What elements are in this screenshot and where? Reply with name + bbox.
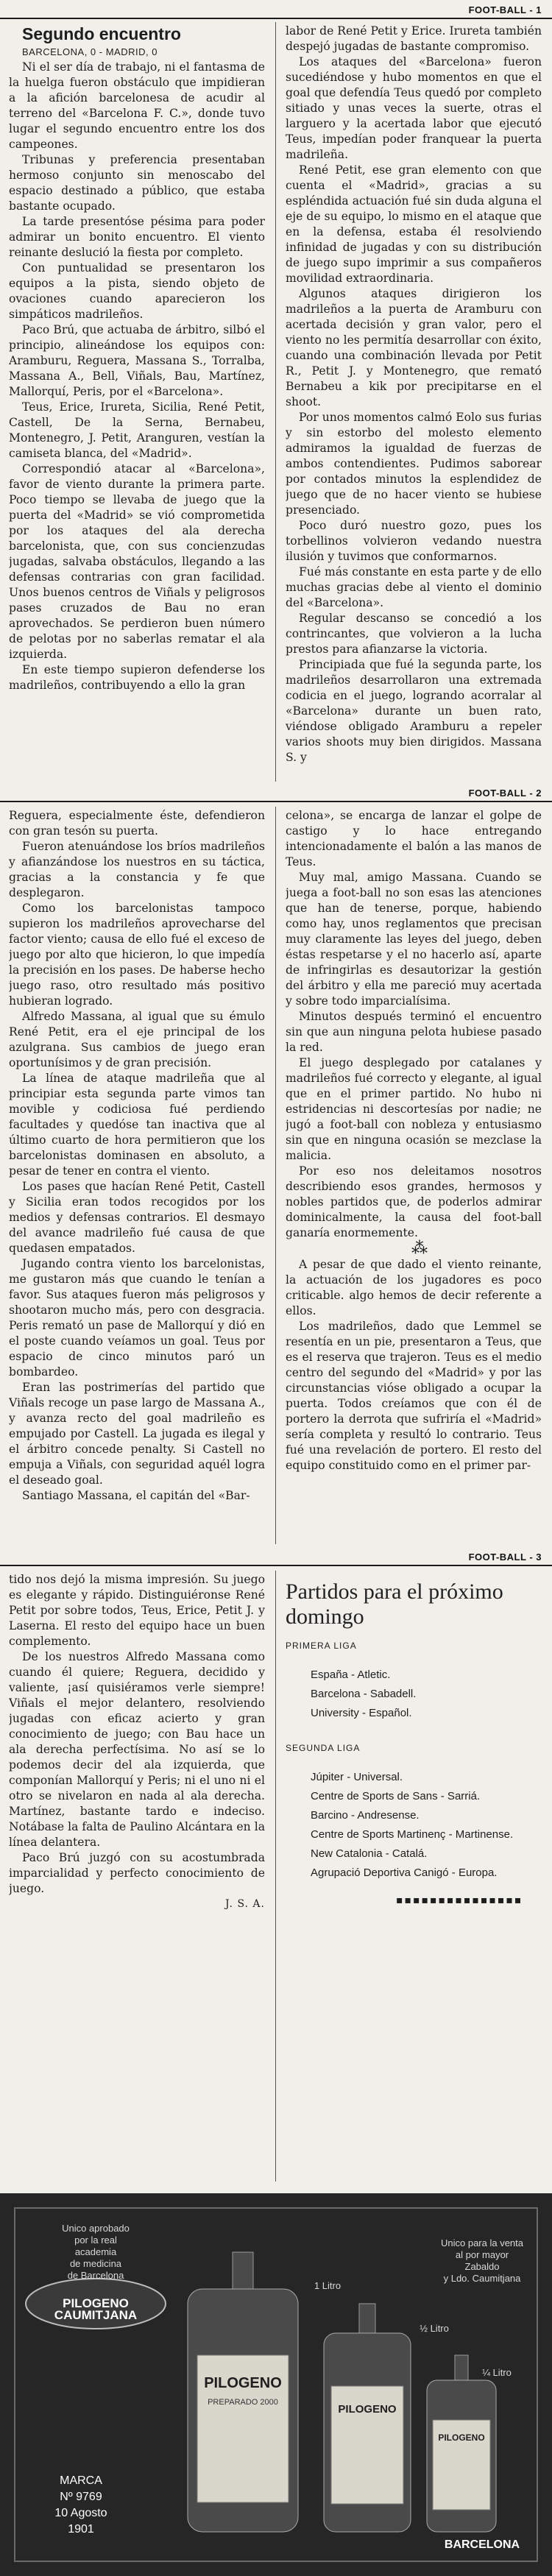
- paragraph: Por unos momentos calmó Eolo sus furias y sin estorbo del molesto elemento admiramos la igualdad de fuerzas de ambos contendientes. Pudimos saborear por contados minutos la esplendidez de juego que de no hacer viento se hubiese presenciado.: [286, 411, 542, 517]
- match-item: Júpiter - Universal.: [311, 1771, 403, 1783]
- size-label-small: ¼ Litro: [482, 2367, 512, 2378]
- paragraph: De los nuestros Alfredo Massana como cuando él quiere; Reguera, decidido y valiente, ¡así quisiéramos verle siempre! Viñals el mejor delantero, resolviendo jugadas con eficaz acierto y gran conocimiento de juego; con Bau hace un ala derecha perfectísima. No así se lo podemos decir del ala izquierda, que componían Mallorquí y Peris; ni el uno ni el otro se nivelaron en nada al ala derecha. Martínez, bastante tardo e indeciso. Notábase la falta de Paulino Alcántara en la línea delantera.: [9, 1650, 265, 1849]
- paragraph: La línea de ataque madrileña que al principiar esta segunda parte vimos tan movible y codiciosa fué perdiendo facultades y quedóse tan inactiva que al último cuarto de hora permitieron que los barcelonistas dominasen en absoluto, a pesar de tener en contra el viento.: [9, 1072, 265, 1178]
- paragraph: Fueron atenuándose los bríos madrileños y afianzándose los nuestros en su táctica, gracias a la constancia y fe que desplegaron.: [9, 840, 265, 899]
- match-item: Centre de Sports de Sans - Sarriá.: [311, 1790, 481, 1802]
- author-signature: J. S. A.: [225, 1898, 265, 1910]
- page-2-top-rule: [0, 801, 552, 802]
- schedule-box: [286, 1572, 542, 2183]
- match-item: España - Atletic.: [311, 1669, 391, 1681]
- paragraph: Correspondió atacar al «Barcelona», favor de viento durante la primera parte. Poco tiempo se llevaba de juego que la puerta del «Madrid» se vió comprometida por los ataques del ala derecha barcelonista, que, con sus concienzudas jugadas, salvaba obstáculos, llegando a las defensas contrarias con gran facilidad. Unos buenos centros de Viñals y peligrosos pases cruzados de Bau no eran aprovechados. Se perdieron buen número de pelotas por no saberlas rematar el ala izquierda.: [9, 462, 265, 661]
- medium-bottle-brand: PILOGENO: [338, 2403, 397, 2416]
- score-line: BARCELONA, 0 - MADRID, 0: [22, 46, 158, 57]
- pilogeno-advertisement: [0, 2193, 552, 2576]
- bottle-small-icon: [427, 2355, 496, 2532]
- ad-city: BARCELONA: [444, 2538, 520, 2551]
- paragraph: Los madrileños, dado que Lemmel se resentía en un pie, presentaron a Teus, que es el reserva que trajeron. Teus es el medio centro del segundo del «Madrid» y por las circunstancias vióse obligado a ocupar la puerta. Todos creíamos que con él de portero la derrota que sufriría el «Madrid» sería completa y resultó lo contrario. Teus fué una revelación de portero. El resto del equipo constituido como en el primer par-: [286, 1320, 542, 1472]
- paragraph: René Petit, ese gran elemento con que cuenta el «Madrid», gracias a su espléndida actuación fué sin duda alguna el eje de su equipo, lo mismo en el ataque que en la defensa, estaba él resolviendo infinidad de jugadas y con su distribución de juego supo imprimir a sus compañeros movilidad extraordinaria.: [286, 163, 542, 285]
- column-divider: [275, 807, 276, 1544]
- ad-brand-emblem-text: PILOGENO CAUMITJANA: [54, 2296, 138, 2322]
- paragraph: Paco Brú juzgó con su acostumbrada imparcialidad y perfecto conocimiento de juego.: [9, 1851, 265, 1895]
- page-1-top-rule: [0, 18, 552, 19]
- paragraph: Por eso nos deleitamos nosotros describiendo esos grandes, hermosos y nobles partidos que, de poderlos admirar dominicalmente, la causa del foot-ball ganaría enormemente.: [286, 1164, 542, 1239]
- paragraph: Algunos ataques dirigieron los madrileños a la puerta de Aramburu con acertada decisión y gran valor, pero el viento no les permitía desarrollar con éxito, cuando una combinación llevada por Petit R., Petit J. y Montenegro, que remató Bernabeu a kik por precipitarse en el shoot.: [286, 287, 542, 408]
- paragraph: La tarde presentóse pésima para poder admirar un bonito encuentro. El viento reinante deslució la fiesta por completo.: [9, 215, 265, 259]
- paragraph: Principiada que fué la segunda parte, los madrileños desarrollaron una extremada codicia en el juego, logrando acorralar al «Barcelona» durante un buen rato, viéndose obligado Aramburu a repeler varios shoots muy bien dirigidos. Massana S. y: [286, 658, 542, 764]
- match-item: University - Español.: [311, 1707, 412, 1719]
- paragraph: Como los barcelonistas tampoco supieron los madrileños aprovecharse del factor viento; causa de ello fué el exceso de juego por alto que hicieron, lo que impedía la precisión en los pases. De haberse hecho juego raso, otro resultado más positivo hubieran logrado.: [9, 902, 265, 1008]
- page-1-left-column: [9, 24, 265, 782]
- paragraph: Eran las postrimerías del partido que Viñals recoge un pase largo de Massana A., y avanza recto del goal madrileño es empujado por Castell. La jugada es ilegal y el árbitro concede penalty. Si Castell no empuja a Viñals, con seguridad aquél logra el deseado goal.: [9, 1381, 265, 1487]
- page-2-left-column: [9, 808, 265, 1544]
- end-mark: ▪▪▪▪▪▪▪▪▪▪▪▪▪▪▪: [396, 1894, 523, 1906]
- paragraph: labor de René Petit y Erice. Irureta también despejó jugadas de bastante compromiso.: [286, 24, 542, 53]
- paragraph: Fué más constante en esta parte y de ello muchas gracias debe al viento el dominio del «Barcelona».: [286, 565, 542, 609]
- paragraph: Minutos después terminó el encuentro sin que aun ninguna pelota hubiese pasado la red.: [286, 1010, 542, 1054]
- paragraph: Los ataques del «Barcelona» fueron sucediéndose y hubo momentos en que el goal que defendía Teus quedó por completo sitiado y unas veces la suerte, otras el larguero y la acertada labor que ejecutó Teus, impedían poder franquear la puerta madrileña.: [286, 55, 542, 161]
- paragraph: Tribunas y preferencia presentaban hermoso conjunto sin menoscabo del espacio destinado a público, que estaba bastante ocupado.: [9, 153, 265, 213]
- size-label-medium: ½ Litro: [420, 2323, 449, 2334]
- small-bottle-brand: PILOGENO: [438, 2432, 485, 2443]
- page-3-left-column: [9, 1572, 265, 2183]
- paragraph: En este tiempo supieron defenderse los madrileños, contribuyendo a ello la gran: [9, 663, 265, 692]
- paragraph: Alfredo Massana, al igual que su émulo René Petit, era el eje principal de los azulgrana. Sus cambios de juego eran oportunísimos y de gran precisión.: [9, 1010, 265, 1069]
- size-label-large: 1 Litro: [314, 2280, 342, 2291]
- running-head-page-1: FOOT-BALL - 1: [468, 4, 542, 15]
- schedule-title: Partidos para el próximo domingo: [286, 1579, 503, 1629]
- paragraph: tido nos dejó la misma impresión. Su juego es elegante y rápido. Distinguiéronse René Petit por sobre todos, Teus, Erice, Petit J. y Laserna. El resto del equipo hace un buen complemento.: [9, 1573, 265, 1648]
- match-item: New Catalonia - Catalá.: [311, 1847, 428, 1860]
- paragraph: Con puntualidad se presentaron los equipos a la pista, siendo objeto de ovaciones cuando aparecieron los simpáticos madrileños.: [9, 261, 265, 321]
- paragraph: El juego desplegado por catalanes y madrileños fué correcto y elegante, al igual que en el primer partido. No hubo ni estridencias ni descortesías por nadie; ne jugó a foot-ball con nobleza y entusiasmo sin que en ninguna ocasión se mezclase la malicia.: [286, 1056, 542, 1162]
- paragraph: Los pases que hacían René Petit, Castell y Sicilia eran todos recogidos por los medios y defensas contrarios. El desmayo del avance madrileño fué causa de que quedasen empatados.: [9, 1180, 265, 1255]
- paragraph: Teus, Erice, Irureta, Sicilia, René Petit, Castell, De la Serna, Bernabeu, Montenegro, J. Petit, Aranguren, vestían la camiseta blanca, del «Madrid».: [9, 400, 265, 460]
- ad-right-panel: Unico para la venta al por mayor Zabaldo y Ldo. Caumitjana: [440, 2237, 523, 2284]
- running-head-page-2: FOOT-BALL - 2: [468, 788, 542, 799]
- paragraph: Muy mal, amigo Massana. Cuando se juega a foot-ball no son esas las atenciones que han de tenerse, porque, habiendo como hay, unos reglamentos que precisan muy claramente las leyes del juego, deben éstas respetarse y el no hacerlo así, aparte de infringirlas es desautorizar la gestión del árbitro y ella me pareció muy acertada y sobre todo imparcialísima.: [286, 871, 542, 1008]
- paragraph: A pesar de que dado el viento reinante, la actuación de los jugadores es poco criticable. algo hemos de decir referente a ellos.: [286, 1258, 542, 1317]
- ad-marca: MARCA Nº 9769 10 Agosto 1901: [54, 2474, 107, 2536]
- column-divider: [275, 22, 276, 782]
- large-bottle-brand: PILOGENO: [204, 2375, 282, 2391]
- match-item: Agrupació Deportiva Canigó - Europa.: [311, 1866, 498, 1879]
- paragraph: Paco Brú, que actuaba de árbitro, silbó el principio, alineándose los equipos con: Aramburu, Reguera, Massana S., Torralba, Massana A., Bell, Viñals, Bau, Martínez, Mallorquí, Peris, por el «Barcelona».: [9, 323, 265, 398]
- paragraph: celona», se encarga de lanzar el golpe de castigo y lo hace entregando intencionadamente el balón a las manos de Teus.: [286, 809, 542, 868]
- running-head-page-3: FOOT-BALL - 3: [468, 1551, 542, 1563]
- match-item: Barcino - Andresense.: [311, 1809, 420, 1822]
- large-bottle-prep: PREPARADO 2000: [208, 2398, 278, 2407]
- page-1-right-column: [286, 24, 542, 782]
- match-item: Centre de Sports Martinenç - Martinense.: [311, 1828, 514, 1841]
- bottle-large-icon: [188, 2252, 298, 2532]
- page-3-top-rule: [0, 1565, 552, 1566]
- column-divider: [275, 1571, 276, 2182]
- paragraph: Santiago Massana, el capitán del «Bar-: [22, 1489, 250, 1502]
- bottle-medium-icon: [324, 2304, 411, 2532]
- section-stars: ⁂: [411, 1239, 429, 1258]
- paragraph: Ni el ser día de trabajo, ni el fantasma de la huelga fueron obstáculo que impidieran a la afición barcelonesa de acudir al terreno del «Barcelona F. C.», donde tuvo lugar el segundo encuentro entre los dos campeones.: [9, 60, 265, 151]
- paragraph: Regular descanso se concedió a los contrincantes, que volvieron a la lucha prestos para afianzarse la victoria.: [286, 612, 542, 656]
- page-2-right-column: [286, 808, 542, 1544]
- match-item: Barcelona - Sabadell.: [311, 1688, 417, 1700]
- paragraph: Reguera, especialmente éste, defendieron con gran tesón su puerta.: [9, 809, 265, 838]
- paragraph: Poco duró nuestro gozo, pues los torbellinos volvieron vedando nuestra ilusión y tuvimos que conformarnos.: [286, 519, 542, 563]
- league-name: SEGUNDA LIGA: [286, 1743, 361, 1753]
- ad-left-panel: Unico aprobado por la real academia de medicina de Barcelona: [62, 2223, 130, 2281]
- article-headline: Segundo encuentro: [22, 24, 181, 43]
- league-name: PRIMERA LIGA: [286, 1641, 357, 1651]
- paragraph: Jugando contra viento los barcelonistas, me gustaron más que cuando le tenían a favor. Sus ataques fueron más peligrosos y shootaron mucho más, pero con desgracia. Peris remató un pase de Mallorquí y dió en el poste cuando veíamos un goal. Teus por espacio de cinco minutos paró un bombardeo.: [9, 1257, 265, 1379]
